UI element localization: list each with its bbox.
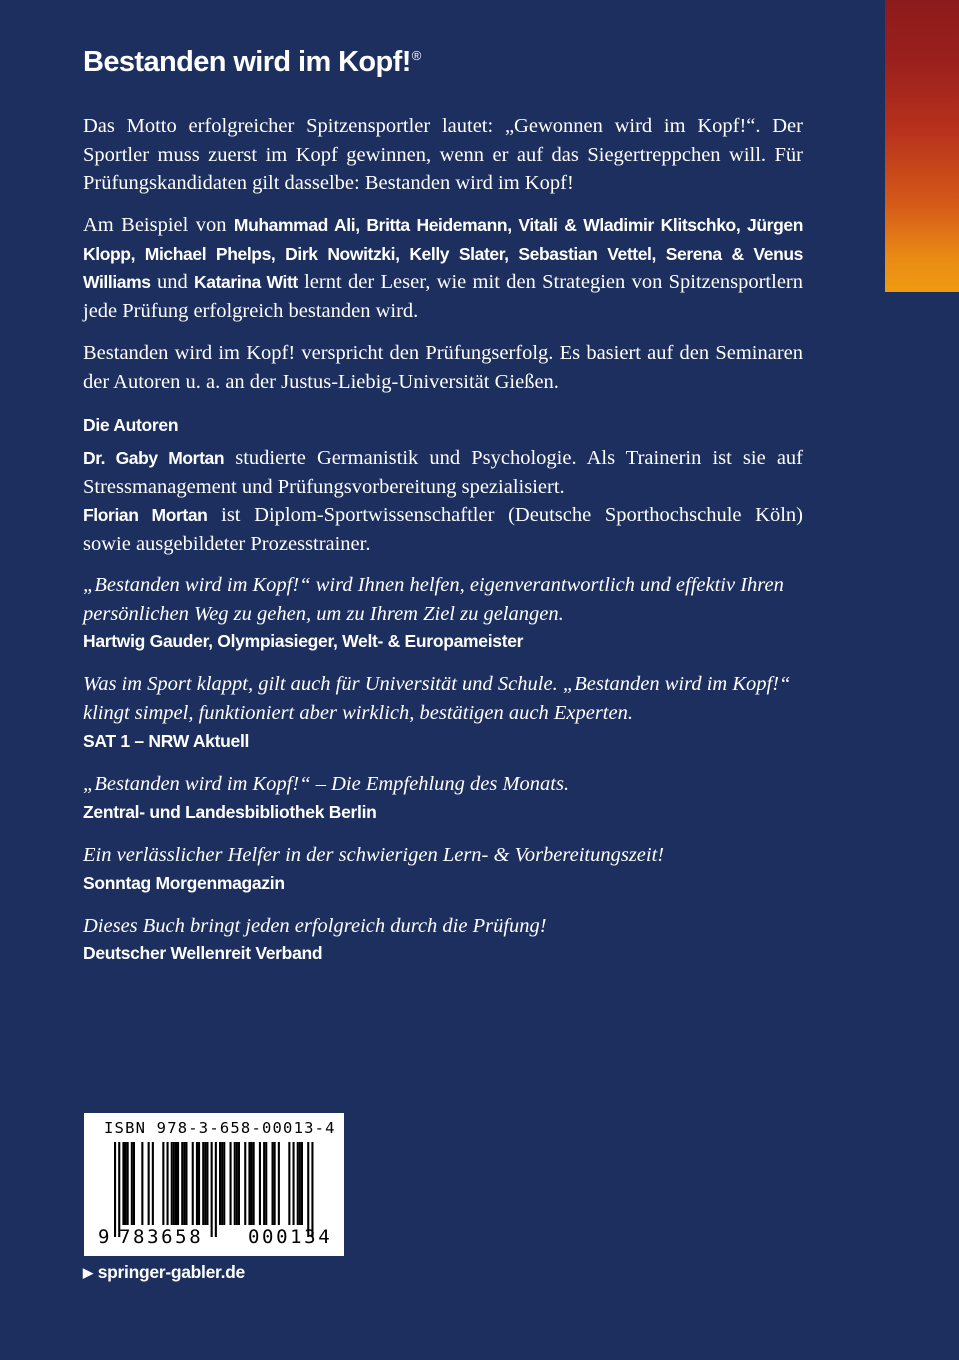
author-1-paragraph — [83, 444, 803, 501]
author-1-bio: studierte Germanistik und Psychologie. Als Trainerin ist sie auf Stressmanagement und Prüfungsvorbereitung spezialisiert. — [83, 447, 803, 498]
book-title — [83, 46, 421, 79]
barcode-bar — [175, 1142, 177, 1225]
quote-3-source: Zentral- und Landesbibliothek Berlin — [83, 802, 377, 822]
barcode-bar — [131, 1142, 133, 1225]
quote-2-source: SAT 1 – NRW Aktuell — [83, 731, 250, 751]
barcode-bar — [215, 1142, 217, 1237]
barcode-bar — [244, 1142, 246, 1225]
barcode-bar — [301, 1142, 303, 1225]
barcode-bar — [167, 1142, 169, 1225]
barcode-bar — [152, 1142, 154, 1225]
barcode-bar — [265, 1142, 267, 1225]
barcode-bar — [299, 1142, 301, 1225]
athletes-paragraph — [83, 211, 803, 325]
barcode-bar — [293, 1142, 295, 1225]
barcode-bar — [219, 1142, 221, 1225]
barcode-bar — [259, 1142, 261, 1225]
barcode-bar — [223, 1142, 225, 1225]
barcode-bar — [251, 1142, 253, 1225]
right-triangle-icon: ▶ — [83, 1265, 93, 1280]
barcode-bar — [248, 1142, 250, 1225]
barcode-bar — [196, 1142, 198, 1225]
barcode-bar — [118, 1142, 120, 1237]
barcode-bar — [122, 1142, 124, 1225]
publisher-link[interactable] — [83, 1262, 245, 1283]
barcode-bar — [171, 1142, 173, 1225]
barcode-bar — [206, 1142, 208, 1225]
barcode-bar — [181, 1142, 183, 1225]
barcode-bar — [211, 1142, 213, 1237]
author-2-bio: ist Diplom-Sportwissenschaftler (Deutsche Sporthochschule Köln) sowie ausgebildeter Prozesstrainer. — [83, 504, 803, 555]
book-title-text: Bestanden wird im Kopf! — [83, 46, 411, 78]
barcode-bar — [127, 1142, 129, 1225]
accent-gradient-bar — [885, 0, 959, 292]
author-2-name: Florian Mortan — [83, 505, 208, 525]
registered-mark: ® — [411, 48, 421, 64]
barcode-bar — [204, 1142, 206, 1225]
barcode-bar — [133, 1142, 135, 1225]
barcode-bar — [125, 1142, 127, 1225]
intro-paragraph: Das Motto erfolgreicher Spitzensportler lautet: „Gewonnen wird im Kopf!“. Der Sportler muss zuerst im Kopf gewinnen, wenn er auf das Siegertreppchen will. Für Prüfungskandidaten gilt dasselbe: Bestanden wird im Kopf! — [83, 115, 803, 194]
athletes-and: und — [150, 271, 195, 293]
athletes-tail: lernt der Leser, wie mit den Strategien von Spitzensportlern jede Prüfung erfolgreich bestanden wird. — [83, 271, 803, 322]
barcode-bar — [278, 1142, 280, 1225]
barcode-bar — [141, 1142, 143, 1225]
barcode-bar — [274, 1142, 276, 1225]
barcode-bar — [236, 1142, 238, 1225]
barcode-bar — [177, 1142, 179, 1225]
barcode-bar — [238, 1142, 240, 1225]
barcode-bar — [192, 1142, 194, 1225]
promise-paragraph: Bestanden wird im Kopf! verspricht den Prüfungserfolg. Es basiert auf den Seminaren der Autoren u. a. an der Justus-Liebig-Universität Gießen. — [83, 342, 803, 393]
barcode-bar — [253, 1142, 255, 1225]
ean-left-digits: 783658 — [119, 1226, 204, 1248]
barcode-bar — [185, 1142, 187, 1225]
barcode-bar — [288, 1142, 290, 1225]
quote-2: Was im Sport klappt, gilt auch für Universität und Schule. „Bestanden wird im Kopf!“ klingt simpel, funktioniert aber wirklich, bestätigen auch Experten. — [83, 673, 791, 724]
athletes-lead: Am Beispiel von — [83, 214, 234, 236]
barcode-bar — [230, 1142, 232, 1225]
isbn-label: ISBN 978-3-658-00013-4 — [104, 1119, 336, 1137]
barcode-bar — [221, 1142, 223, 1225]
author-1-name: Dr. Gaby Mortan — [83, 448, 225, 468]
barcode-bar — [148, 1142, 150, 1225]
athletes-names-1: Muhammad Ali, Britta Heidemann, Vitali & Wladimir Klitschko, Jürgen Klopp, Michael Phelps, Dirk Nowitzki, Kelly Slater, Sebastian Vettel, Serena & Venus Williams — [83, 215, 803, 292]
barcode-bar — [114, 1142, 116, 1237]
quote-1-source: Hartwig Gauder, Olympiasieger, Welt- & Europameister — [83, 631, 524, 651]
barcode-bar — [234, 1142, 236, 1225]
barcode-bar — [272, 1142, 274, 1225]
barcode-bar — [183, 1142, 185, 1225]
barcode-bar — [162, 1142, 164, 1225]
barcode-bar — [173, 1142, 175, 1225]
athletes-names-2: Katarina Witt — [194, 272, 298, 292]
isbn-barcode — [84, 1113, 344, 1256]
quote-3: „Bestanden wird im Kopf!“ – Die Empfehlung des Monats. — [83, 773, 570, 795]
barcode-bar — [263, 1142, 265, 1225]
quote-4-source: Sonntag Morgenmagazin — [83, 873, 285, 893]
quote-4: Ein verlässlicher Helfer in der schwierigen Lern- & Vorbereitungszeit! — [83, 844, 665, 866]
barcode-bar — [311, 1142, 313, 1237]
barcode-bar — [198, 1142, 200, 1225]
quote-1: „Bestanden wird im Kopf!“ wird Ihnen helfen, eigenverantwortlich und effektiv Ihren persönlichen Weg zu gehen, um zu Ihrem Ziel zu gelangen. — [83, 574, 784, 625]
barcode-bar — [307, 1142, 309, 1237]
quote-5-source: Deutscher Wellenreit Verband — [83, 943, 323, 963]
authors-heading: Die Autoren — [83, 415, 179, 435]
publisher-url: springer-gabler.de — [97, 1262, 245, 1282]
barcode-bar — [297, 1142, 299, 1225]
barcode-bar — [202, 1142, 204, 1225]
author-2-paragraph — [83, 501, 803, 558]
ean-first-digit: 9 — [98, 1226, 110, 1248]
ean-right-digits: 000134 — [248, 1226, 333, 1248]
quote-5: Dieses Buch bringt jeden erfolgreich durch die Prüfung! — [83, 915, 547, 937]
